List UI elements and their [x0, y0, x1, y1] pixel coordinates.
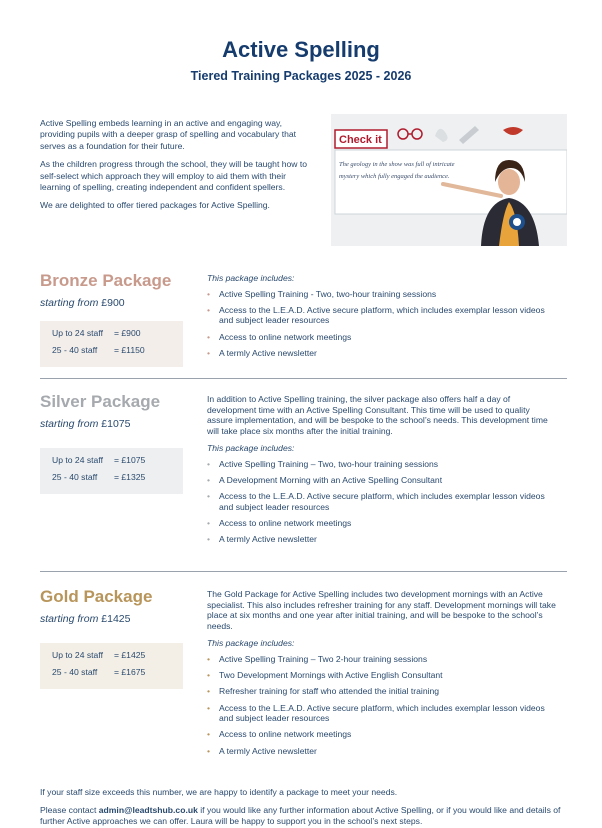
page-subtitle: Tiered Training Packages 2025 - 2026 — [190, 69, 412, 83]
list-item: • Two Development Mornings with Active English Consultant — [207, 670, 557, 681]
bronze-price-box — [40, 321, 183, 367]
price-label: Up to 24 staff — [52, 328, 103, 338]
list-item: • A termly Active newsletter — [207, 534, 557, 545]
contact-prefix: Please contact — [40, 805, 97, 815]
gold-includes-list — [207, 654, 557, 756]
price-row — [52, 650, 183, 667]
divider — [40, 571, 567, 572]
staff-size-note: If your staff size exceeds this number, we are happy to identify a package to meet your needs. — [40, 787, 398, 797]
board-label: Check it — [339, 134, 382, 146]
list-item: • Refresher training for staff who attended the initial training — [207, 686, 557, 697]
price-row — [52, 328, 183, 345]
intro-paragraph: As the children progress through the school, they will be taught how to self-select which approach they will employ to aid them with their learning of spelling, creating independent and confident spellers. — [40, 159, 308, 193]
price-value: = £1425 — [114, 650, 146, 660]
board-text-line: mystery which fully engaged the audience. — [339, 173, 450, 180]
list-item: • Access to the L.E.A.D. Active secure platform, which includes exemplar lesson videos and subject leader resources — [207, 305, 557, 326]
list-item: • Access to the L.E.A.D. Active secure platform, which includes exemplar lesson videos and subject leader resources — [207, 491, 557, 512]
divider — [40, 378, 567, 379]
package-description: The Gold Package for Active Spelling includes two development mornings with an Active specialist. This also includes refresher training for any staff. Development mornings will take place at six months and one year after initial training, and will be bespoke to the school’s needs. — [207, 589, 556, 631]
silver-starting-price — [40, 418, 130, 430]
price-label: Up to 24 staff — [52, 455, 103, 465]
price-label: 25 - 40 staff — [52, 345, 98, 355]
silver-includes-list — [207, 459, 557, 545]
price-value: = £900 — [114, 328, 141, 338]
list-item: • Active Spelling Training – Two, two-hour training sessions — [207, 459, 557, 470]
bronze-starting-price — [40, 297, 125, 309]
starting-price-value: £1425 — [101, 613, 131, 625]
list-item: • Access to the L.E.A.D. Active secure platform, which includes exemplar lesson videos and subject leader resources — [207, 703, 557, 724]
list-item: • A Development Morning with an Active Spelling Consultant — [207, 475, 557, 486]
intro-text — [40, 118, 316, 219]
price-value: = £1075 — [114, 455, 146, 465]
teacher-photo — [331, 114, 567, 246]
page-title: Active Spelling — [222, 37, 380, 62]
includes-label: This package includes: — [207, 273, 295, 283]
intro-paragraph: Active Spelling embeds learning in an active and engaging way, providing pupils with a deeper grasp of spelling and vocabulary that serves as a foundation for their future. — [40, 118, 297, 151]
list-item: • Access to online network meetings — [207, 332, 557, 343]
gold-package-details — [207, 589, 557, 762]
price-row — [52, 345, 183, 362]
silver-package-title: Silver Package — [40, 392, 161, 411]
list-item: • Active Spelling Training – Two 2-hour training sessions — [207, 654, 557, 665]
price-label: Up to 24 staff — [52, 650, 103, 660]
bronze-package-details — [207, 273, 557, 364]
price-row — [52, 472, 183, 489]
includes-label: This package includes: — [207, 443, 295, 454]
gold-price-box — [40, 643, 183, 689]
gold-package-title: Gold Package — [40, 587, 153, 606]
silver-package-details — [207, 394, 557, 551]
starting-from-label: starting from — [40, 297, 99, 309]
contact-note — [40, 805, 570, 826]
intro-paragraph: We are delighted to offer tiered packages for Active Spelling. — [40, 200, 270, 211]
starting-from-label: starting from — [40, 418, 99, 430]
starting-from-label: starting from — [40, 613, 99, 625]
contact-suffix: if you would like any further information about Active Spelling, or if you would like and details of further Active approaches we can offer. Laura will be happy to support you in the school’s next steps. — [40, 805, 561, 826]
contact-email-link[interactable]: admin@leadtshub.co.uk — [98, 805, 198, 815]
price-row — [52, 667, 183, 684]
includes-label: This package includes: — [207, 638, 295, 649]
gold-starting-price — [40, 613, 130, 625]
starting-price-value: £1075 — [101, 418, 131, 430]
board-text-line: The geology in the show was full of intricate — [339, 161, 455, 168]
list-item: • Access to online network meetings — [207, 518, 557, 529]
price-value: = £1150 — [114, 345, 145, 355]
price-label: 25 - 40 staff — [52, 667, 98, 677]
price-value: = £1325 — [114, 472, 146, 482]
package-description: In addition to Active Spelling training, the silver package also offers half a day of development time with an Active Spelling Consultant. This time will be used to quality assure implementation, and will be bespoke to the school’s needs. This development time will take place six months after the initial training. — [207, 394, 548, 436]
silver-price-box — [40, 448, 183, 494]
list-item: • A termly Active newsletter — [207, 746, 557, 757]
list-item: • Active Spelling Training - Two, two-hour training sessions — [207, 289, 557, 300]
list-item: • Access to online network meetings — [207, 729, 557, 740]
price-row — [52, 455, 183, 472]
starting-price-value: £900 — [101, 297, 125, 309]
price-label: 25 - 40 staff — [52, 472, 98, 482]
price-value: = £1675 — [114, 667, 146, 677]
list-item: • A termly Active newsletter — [207, 348, 557, 359]
bronze-includes-list — [207, 289, 557, 359]
bronze-package-title: Bronze Package — [40, 271, 172, 290]
